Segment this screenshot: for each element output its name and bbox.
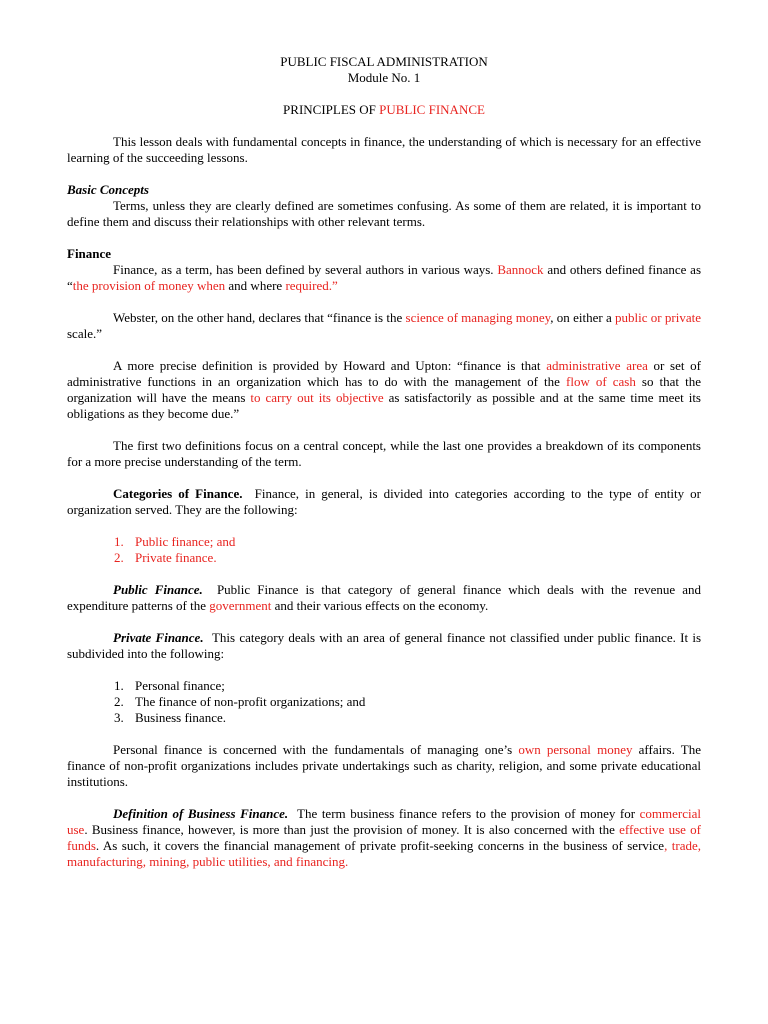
personal-finance-paragraph: Personal finance is concerned with the fundamentals of managing one’s own personal money affairs. The finance of non-profit organizations includes private undertakings such as charity, religion, and some private educational institutions. bbox=[67, 742, 701, 789]
list-item: 1. Personal finance; bbox=[114, 678, 225, 693]
lesson-title: PRINCIPLES OF PUBLIC FINANCE bbox=[283, 102, 485, 117]
finance-paragraph-2: Webster, on the other hand, declares that “finance is the science of managing money, on either a public or private scale.” bbox=[67, 310, 701, 341]
module-number: Module No. 1 bbox=[347, 70, 421, 85]
intro-paragraph: This lesson deals with fundamental concepts in finance, the understanding of which is necessary for an effective learning of the succeeding lessons. bbox=[67, 134, 701, 165]
basic-concepts-heading: Basic Concepts bbox=[67, 182, 149, 197]
categories-paragraph: Categories of Finance. Finance, in general, is divided into categories according to the type of entity or organization served. They are the following: bbox=[67, 486, 701, 517]
public-finance-paragraph: Public Finance. Public Finance is that category of general finance which deals with the revenue and expenditure patterns of the government and their various effects on the economy. bbox=[67, 582, 701, 613]
private-finance-paragraph: Private Finance. This category deals with an area of general finance not classified under public finance. It is subdivided into the following: bbox=[67, 630, 702, 661]
list-item: 2. Private finance. bbox=[114, 550, 217, 565]
business-finance-paragraph: Definition of Business Finance. The term business finance refers to the provision of money for commercial use. Business finance, however, is more than just the provision of money. It is also concerned with the effective use of funds. As such, it covers the financial management of private profit-seeking concerns in the business of service, trade, manufacturing, mining, public utilities, and financing. bbox=[67, 806, 702, 869]
basic-concepts-paragraph: Terms, unless they are clearly defined are sometimes confusing. As some of them are related, it is important to define them and discuss their relationships with other relevant terms. bbox=[67, 198, 701, 229]
finance-paragraph-3: A more precise definition is provided by Howard and Upton: “finance is that administrative area or set of administrative functions in an organization which has to do with the management of the flow of cash so that the organization will have the means to carry out its objective as satisfactorily as possible and at the same time meet its obligations as they become due.” bbox=[67, 358, 701, 421]
list-item: 1. Public finance; and bbox=[114, 534, 236, 549]
document-title: PUBLIC FISCAL ADMINISTRATION bbox=[280, 54, 488, 69]
categories-list bbox=[67, 534, 701, 566]
private-finance-list bbox=[67, 678, 701, 726]
finance-paragraph-1: Finance, as a term, has been defined by several authors in various ways. Bannock and others defined finance as “the provision of money when and where required.” bbox=[67, 262, 702, 293]
finance-heading: Finance bbox=[67, 246, 112, 261]
document-content bbox=[67, 54, 701, 870]
finance-paragraph-4: The first two definitions focus on a central concept, while the last one provides a breakdown of its components for a more precise understanding of the term. bbox=[67, 438, 701, 469]
list-item: 2. The finance of non-profit organizations; and bbox=[114, 694, 366, 709]
list-item: 3. Business finance. bbox=[114, 710, 226, 725]
